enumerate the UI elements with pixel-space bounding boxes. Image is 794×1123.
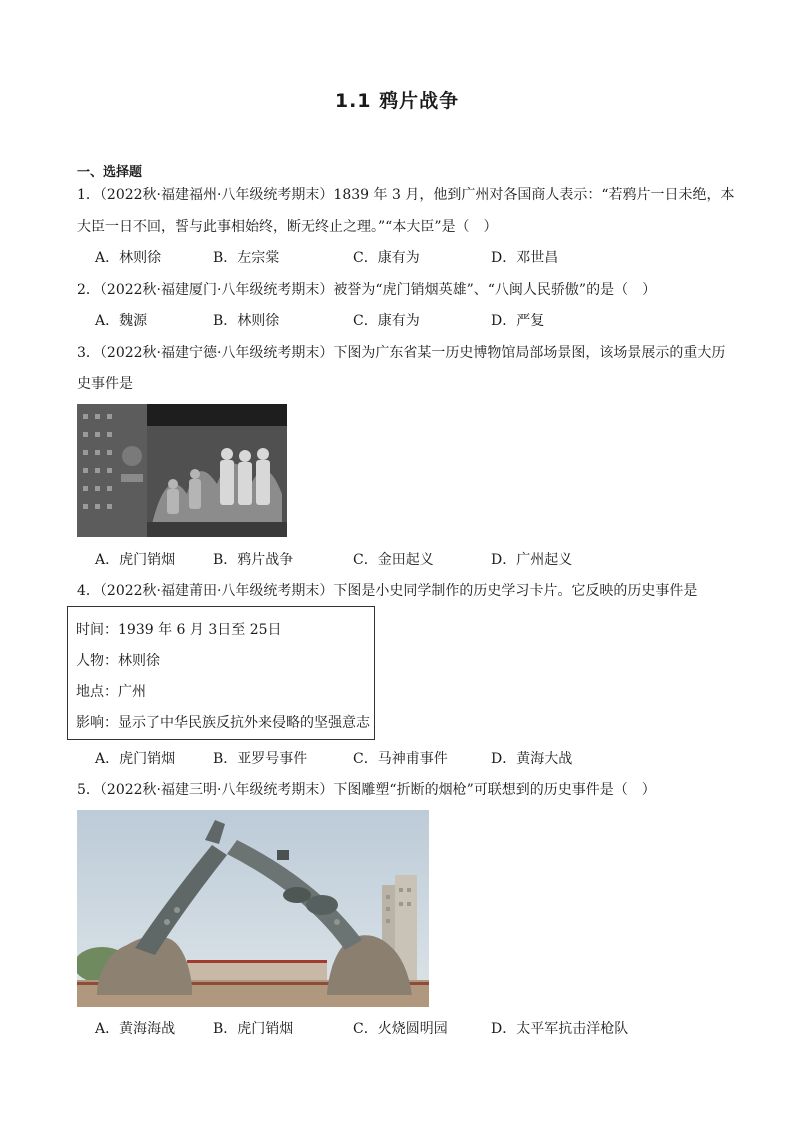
option-c[interactable]: C．康有为 [353,313,420,329]
option-b[interactable]: B．左宗棠 [213,250,280,266]
option-d[interactable]: D．邓世昌 [491,250,559,266]
question-1-stem-line2: 大臣一日不回，誓与此事相始终，断无终止之理。”“本大臣”是（ ） [77,219,498,235]
option-b[interactable]: B．林则徐 [213,313,280,329]
option-d[interactable]: D．严复 [491,313,545,329]
option-b[interactable]: B．鸦片战争 [213,552,294,568]
page-title: 1.1 鸦片战争 [334,90,460,112]
option-a[interactable]: A．魏源 [95,313,148,329]
option-b[interactable]: B．虎门销烟 [213,1021,294,1037]
card-time: 时间：1939 年 6 月 3日至 25日 [76,622,282,638]
question-5-stem-line1: 5．（2022秋·福建三明·八年级统考期末）下图雕塑“折断的烟枪”可联想到的历史事件是（ ） [77,782,656,798]
question-1-stem-line1: 1．（2022秋·福建福州·八年级统考期末）1839 年 3 月，他到广州对各国商人表示：“若鸦片一日未绝，本 [77,187,735,203]
card-person: 人物：林则徐 [76,653,160,669]
question-3-stem-line2: 史事件是 [77,376,133,392]
question-4-stem-line1: 4．（2022秋·福建莆田·八年级统考期末）下图是小史同学制作的历史学习卡片。它反映的历史事件是 [77,583,698,599]
question-3-stem-line1: 3．（2022秋·福建宁德·八年级统考期末）下图为广东省某一历史博物馆局部场景图，该场景展示的重大历 [77,345,726,361]
museum-scene-image [77,404,287,537]
option-a[interactable]: A．虎门销烟 [95,552,176,568]
option-a[interactable]: A．黄海海战 [95,1021,176,1037]
card-impact: 影响：显示了中华民族反抗外来侵略的坚强意志 [76,715,370,731]
card-place: 地点：广州 [76,684,146,700]
option-c[interactable]: C．康有为 [353,250,420,266]
broken-opium-pipe-sculpture-image [77,810,429,1007]
section-heading: 一、选择题 [77,165,143,180]
history-study-card [67,606,375,740]
option-d[interactable]: D．广州起义 [491,552,573,568]
option-a[interactable]: A．虎门销烟 [95,751,176,767]
option-d[interactable]: D．太平军抗击洋枪队 [491,1021,629,1037]
option-c[interactable]: C．马神甫事件 [353,751,448,767]
option-c[interactable]: C．金田起义 [353,552,434,568]
question-2-stem-line1: 2．（2022秋·福建厦门·八年级统考期末）被誉为“虎门销烟英雄”、“八闽人民骄傲”的是（ ） [77,282,657,298]
option-c[interactable]: C．火烧圆明园 [353,1021,448,1037]
option-d[interactable]: D．黄海大战 [491,751,573,767]
option-b[interactable]: B．亚罗号事件 [213,751,308,767]
option-a[interactable]: A．林则徐 [95,250,162,266]
